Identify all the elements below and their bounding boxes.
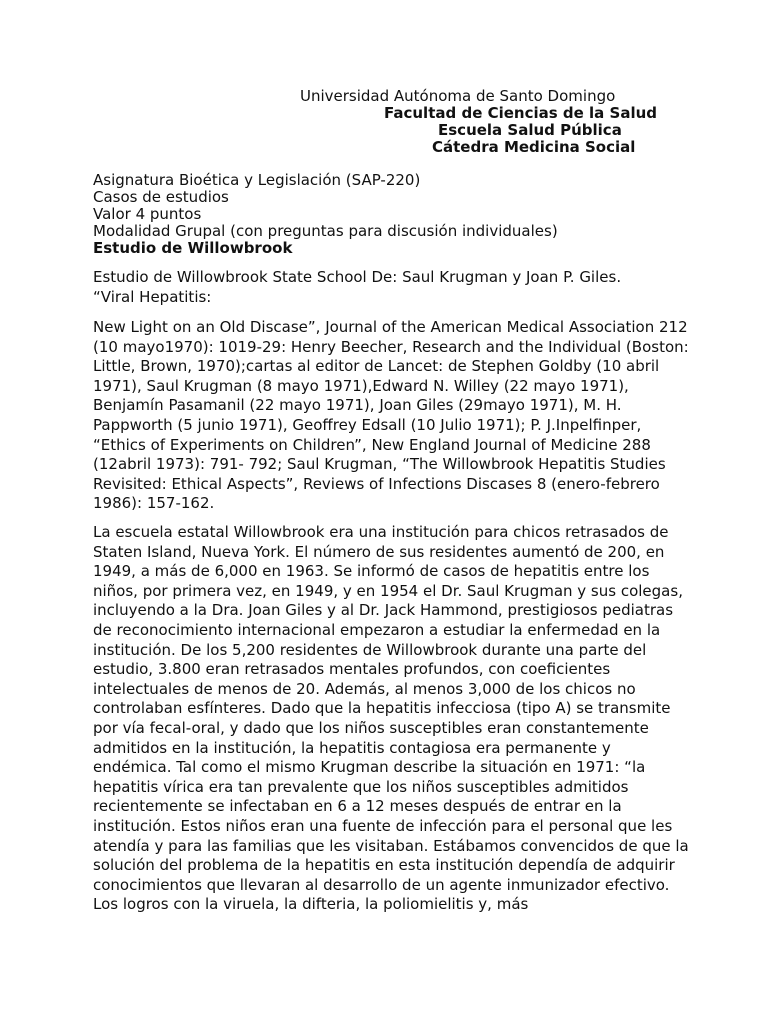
case-title: Estudio de Willowbrook	[93, 239, 293, 257]
course-value: Valor 4 puntos	[93, 205, 202, 223]
course-subject: Asignatura Bioética y Legislación (SAP-220)	[93, 171, 421, 189]
body-paragraph: La escuela estatal Willowbrook era una institución para chicos retrasados de Staten Island, Nueva York. El número de sus residentes aumentó de 200, en 1949, a más de 6,000 en 1963. Se informó de casos de hepatitis entre los niños, por primera vez, en 1949, y en 1954 el Dr. Saul Krugman y sus colegas, incluyendo a la Dra. Joan Giles y al Dr. Jack Hammond, prestigiosos pediatras de reconocimiento internacional empezaron a estudiar la enfermedad en la institución. De los 5,200 residentes de Willowbrook durante una parte del estudio, 3.800 eran retrasados mentales profundos, con coeficientes intelectuales de menos de 20. Además, al menos 3,000 de los chicos no controlaban esfínteres. Dado que la hepatitis infecciosa (tipo A) se transmite por vía fecal-oral, y dado que los niños susceptibles eran constantemente admitidos en la institución, la hepatitis contagiosa era permanente y endémica. Tal como el mismo Krugman describe la situación en 1971: “la hepatitis vírica era tan prevalente que los niños susceptibles admitidos recientemente se infectaban en 6 a 12 meses después de entrar en la institución. Estos niños eran una fuente de infección para el personal que les atendía y para las familias que les visitaban. Estábamos convencidos de que la solución del problema de la hepatitis en esta institución dependía de adquirir conocimientos que llevaran al desarrollo de un agente inmunizador efectivo. Los logros con la viruela, la difteria, la poliomielitis y, más	[93, 523, 689, 914]
reference-intro-line-2: “Viral Hepatitis:	[93, 287, 212, 306]
school-name: Escuela Salud Pública	[438, 121, 622, 139]
faculty-name: Facultad de Ciencias de la Salud	[384, 104, 657, 122]
chair-name: Cátedra Medicina Social	[432, 138, 636, 156]
reference-paragraph: New Light on an Old Discase”, Journal of the American Medical Association 212 (10 mayo1970): 1019-29: Henry Beecher, Research and the Individual (Boston: Little, Brown, 1970);cartas al editor de Lancet: de Stephen Goldby (10 abril 1971), Saul Krugman (8 mayo 1971),Edward N. Willey (22 mayo 1971), Benjamín Pasamanil (22 mayo 1971), Joan Giles (29mayo 1971), M. H. Pappworth (5 junio 1971), Geoffrey Edsall (10 Julio 1971); P. J.Inpelfinper, “Ethics of Experiments on Children”, New England Journal of Medicine 288 (12abril 1973): 791- 792; Saul Krugman, “The Willowbrook Hepatitis Studies Revisited: Ethical Aspects”, Reviews of Infections Discases 8 (enero-febrero 1986): 157-162.	[93, 318, 689, 513]
reference-intro-line-1: Estudio de Willowbrook State School De: Saul Krugman y Joan P. Giles.	[93, 268, 622, 286]
reference-intro	[93, 268, 683, 307]
course-modality: Modalidad Grupal (con preguntas para discusión individuales)	[93, 222, 558, 240]
course-type: Casos de estudios	[93, 188, 229, 206]
university-name: Universidad Autónoma de Santo Domingo	[300, 87, 616, 105]
course-info	[93, 172, 683, 257]
